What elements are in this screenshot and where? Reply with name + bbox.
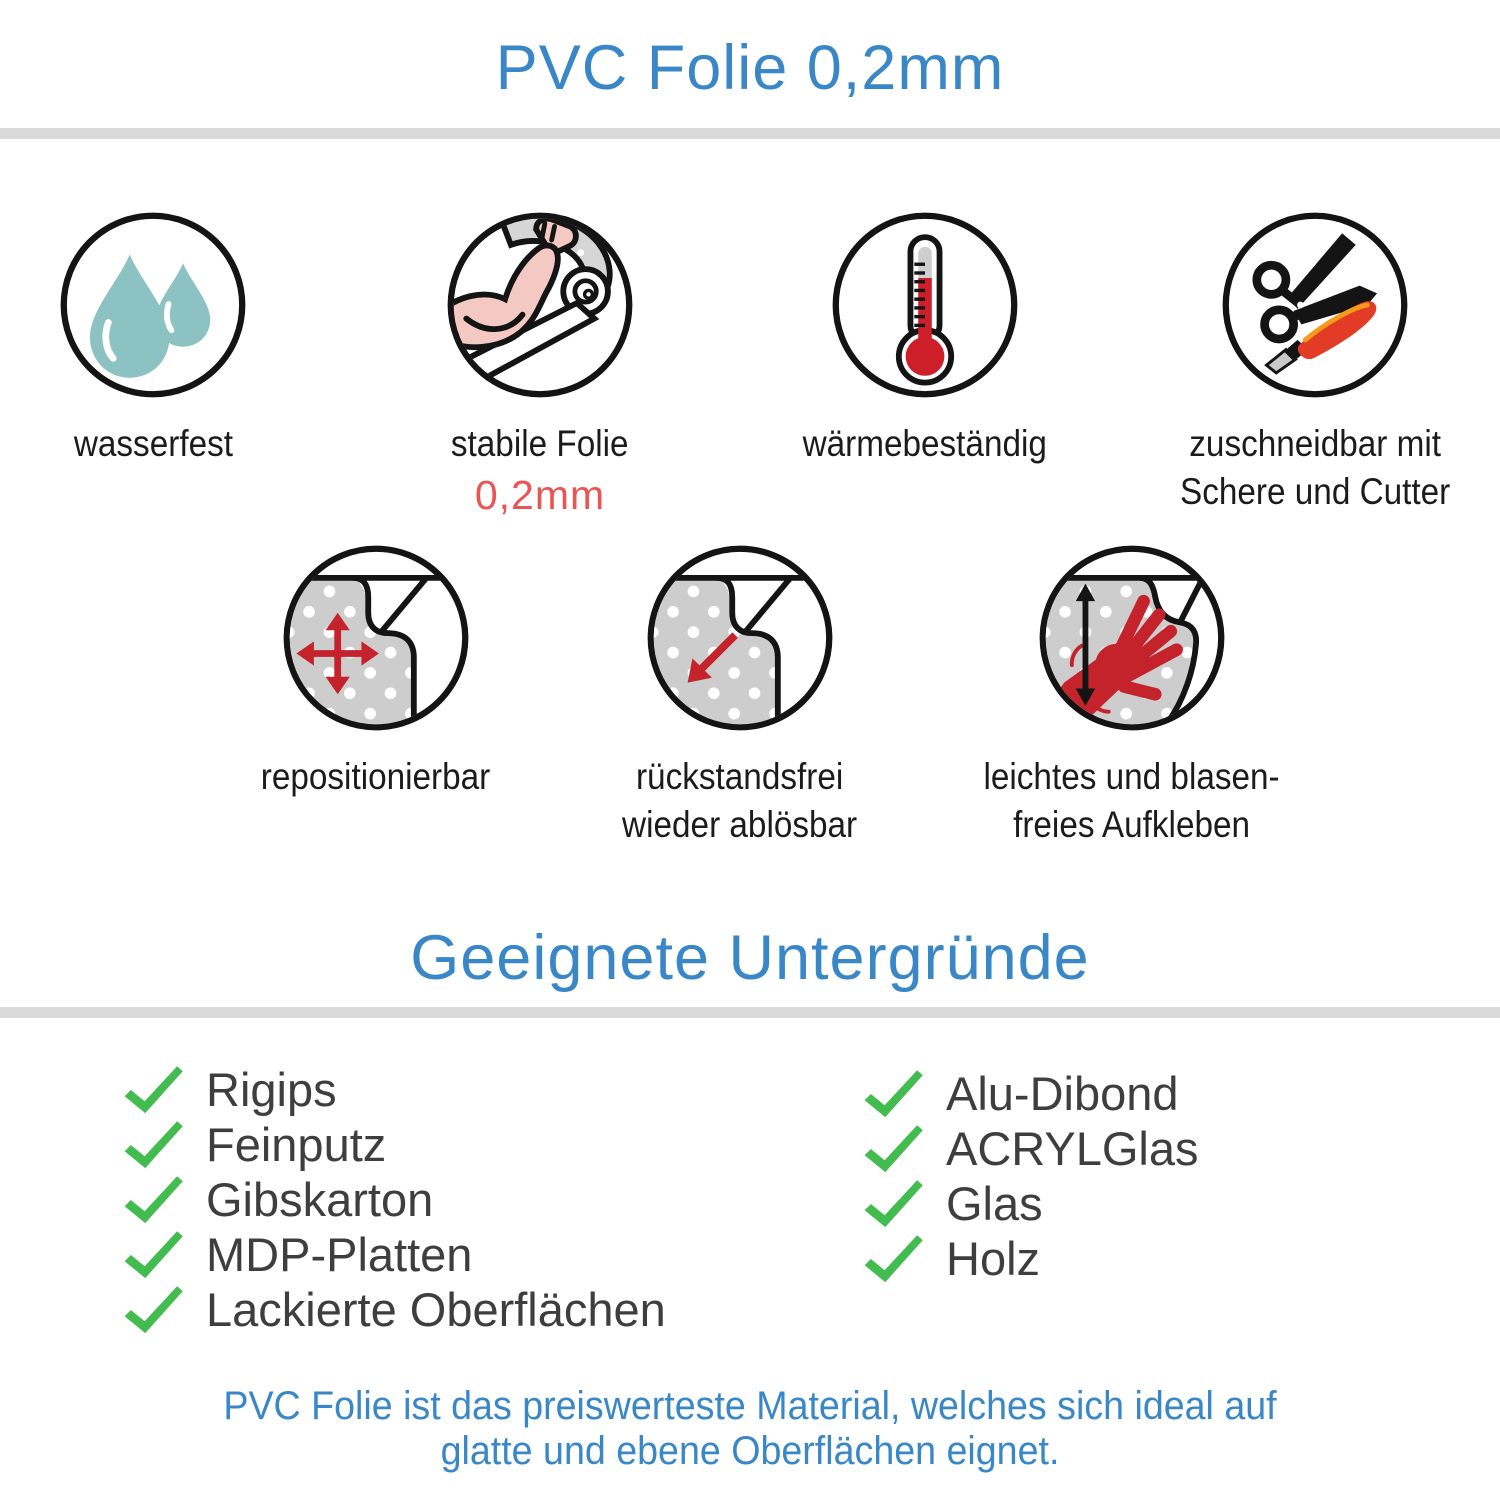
- feature-blasenfrei: [952, 541, 1312, 849]
- water-drops-icon: [56, 208, 250, 402]
- strong-foil-icon: [443, 208, 637, 402]
- feature-label: [65, 420, 242, 468]
- page-title: PVC Folie 0,2mm: [495, 33, 1005, 103]
- list-item: [122, 1282, 666, 1337]
- surfaces-list-left: [122, 1062, 666, 1337]
- section-title-untergruende: Geeignete Untergründe: [410, 923, 1090, 993]
- feature-label: [789, 420, 1060, 468]
- footer-line: PVC Folie ist das preiswerteste Material, welches sich ideal auf: [223, 1384, 1277, 1428]
- feature-label-line: wärmebeständig: [802, 423, 1048, 464]
- footer-note: [0, 1384, 1500, 1474]
- foil-thickness-value: 0,2mm: [474, 472, 606, 518]
- feature-label-line: wieder ablösbar: [622, 804, 858, 845]
- list-item: [122, 1117, 666, 1172]
- list-item: [122, 1062, 666, 1117]
- surface-label: Feinputz: [206, 1118, 387, 1171]
- surface-label: Holz: [946, 1232, 1041, 1285]
- feature-label-line: leichtes und blasen-: [983, 756, 1281, 797]
- check-icon: [862, 1124, 926, 1174]
- feature-label: [967, 753, 1296, 849]
- feature-label: [248, 753, 503, 801]
- check-icon: [122, 1175, 186, 1225]
- surface-label: Lackierte Oberflächen: [206, 1283, 666, 1336]
- list-item: [122, 1227, 666, 1282]
- list-item: [862, 1231, 1199, 1286]
- surface-label: Rigips: [206, 1063, 337, 1116]
- feature-label: [1165, 420, 1465, 516]
- feature-repositionierbar: [206, 541, 546, 801]
- reposition-icon: [279, 541, 473, 735]
- scissors-cutter-icon: [1218, 208, 1412, 402]
- feature-label-line: rückstandsfrei: [636, 756, 844, 797]
- feature-label-line: repositionierbar: [261, 756, 491, 797]
- surface-label: ACRYLGlas: [946, 1122, 1199, 1175]
- feature-label-line: Schere und Cutter: [1179, 471, 1451, 512]
- feature-label-line: wasserfest: [73, 423, 233, 464]
- thermometer-icon: [828, 208, 1022, 402]
- check-icon: [862, 1234, 926, 1284]
- check-icon: [862, 1069, 926, 1119]
- check-icon: [122, 1065, 186, 1115]
- feature-label-line: zuschneidbar mit: [1189, 423, 1441, 464]
- surface-label: Alu-Dibond: [946, 1067, 1179, 1120]
- divider-top: [0, 128, 1500, 139]
- feature-label: [609, 753, 870, 849]
- list-item: [122, 1172, 666, 1227]
- feature-waermebestaendig: [755, 208, 1095, 468]
- list-item: [862, 1066, 1199, 1121]
- feature-label-line: freies Aufkleben: [1013, 804, 1251, 845]
- surfaces-list-right: [862, 1066, 1199, 1286]
- feature-rueckstandsfrei: [570, 541, 910, 849]
- feature-stabile-folie: [380, 208, 700, 519]
- list-item: [862, 1176, 1199, 1231]
- check-icon: [862, 1179, 926, 1229]
- divider-middle: [0, 1007, 1500, 1018]
- peel-off-icon: [643, 541, 837, 735]
- surface-label: Gibskarton: [206, 1173, 434, 1226]
- surface-label: MDP-Platten: [206, 1228, 473, 1281]
- check-icon: [122, 1285, 186, 1335]
- feature-label-line: stabile Folie: [451, 423, 629, 464]
- check-icon: [122, 1230, 186, 1280]
- feature-label: [441, 420, 638, 468]
- footer-line: glatte und ebene Oberflächen eignet.: [440, 1429, 1060, 1473]
- check-icon: [122, 1120, 186, 1170]
- feature-wasserfest: [3, 208, 303, 468]
- surface-label: Glas: [946, 1177, 1043, 1230]
- list-item: [862, 1121, 1199, 1176]
- feature-zuschneidbar: [1135, 208, 1495, 516]
- bubble-free-icon: [1035, 541, 1229, 735]
